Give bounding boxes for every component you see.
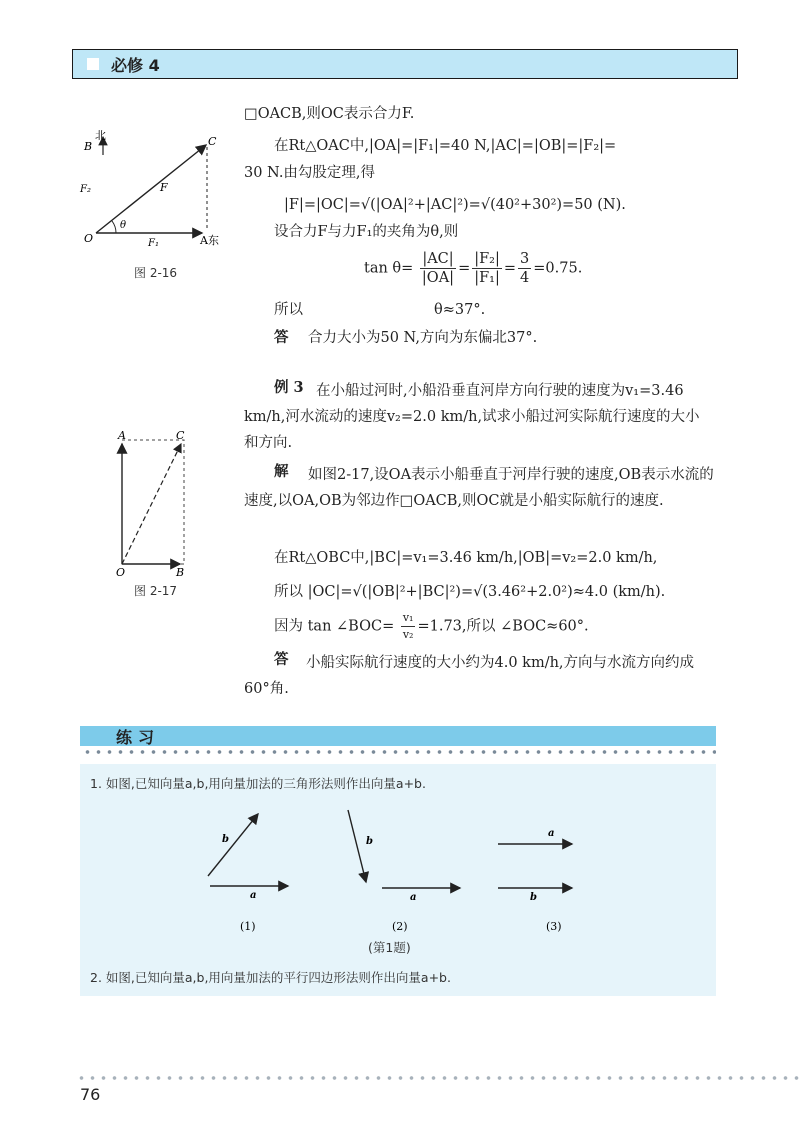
label-F: F xyxy=(160,181,168,194)
text-so-label: 所以 xyxy=(274,302,303,318)
exercise-title: 练习 xyxy=(116,728,161,747)
label-theta: θ xyxy=(120,220,127,231)
label-north: 北 xyxy=(95,129,106,142)
figure-2-17-caption: 图 2-17 xyxy=(134,584,178,598)
figure-2-16-caption: 图 2-16 xyxy=(134,266,178,280)
text-line-angle-theta: 设合力F与力F₁的夹角为θ,则 xyxy=(274,224,459,240)
sub-label-2: (2) xyxy=(392,920,408,933)
sub-label-3: (3) xyxy=(546,920,562,933)
example-3-label: 例 3 xyxy=(274,379,304,396)
exercise-question-2: 2. 如图,已知向量a,b,用向量加法的平行四边形法则作出向量a+b. xyxy=(90,970,451,985)
page-number: 76 xyxy=(80,1085,101,1104)
fig1-vector-b xyxy=(208,814,258,876)
figure-2-16 xyxy=(76,125,236,255)
tan-theta-label: tan θ= xyxy=(364,260,414,277)
label-C: C xyxy=(208,135,217,148)
tan-theta-value: =0.75. xyxy=(533,260,583,277)
fig3-label-b: b xyxy=(530,892,537,903)
answer-text-1: 合力大小为50 N,方向为东偏北37°. xyxy=(308,330,538,346)
label-B: B xyxy=(84,140,93,153)
header-square-icon xyxy=(87,58,99,70)
label-F1: F₁ xyxy=(148,238,159,249)
example-3-text: 在小船过河时,小船沿垂直河岸方向行驶的速度为v₁=3.46 km/h,河水流动的速度v₂=2.0 km/h,试求小船过河实际航行速度的大小和方向. xyxy=(244,383,700,451)
exercise-divider-dots xyxy=(82,749,716,755)
angle-arc xyxy=(112,221,116,233)
header-title: 必修 4 xyxy=(111,56,160,75)
frac-f2-f1: $\frac{\text{|F₂|}}{\text{|F₁|}}$ xyxy=(474,251,500,286)
label-O: O xyxy=(84,232,94,245)
sub-label-1: (1) xyxy=(240,920,256,933)
label-A-east: A东 xyxy=(200,234,219,247)
frac-v1-v2: $\frac{\text{v₁}}{\text{v₂}}$ xyxy=(402,611,414,641)
fig2-label-b: b xyxy=(366,836,373,847)
label-C2: C xyxy=(176,429,185,442)
text-theta-approx: θ≈37°. xyxy=(434,302,486,318)
answer-label-1: 答 xyxy=(274,329,289,346)
equation-tan-theta: tan θ= $\frac{|AC|}{|OA|}$ = $\frac{\text{|F₂|}}{\text{|F₁|}}$ = $\frac{3}{4}$ =0.75. xyxy=(364,251,583,286)
exercise-figure xyxy=(200,800,600,935)
fig1-label-a: a xyxy=(250,890,257,901)
solution-text: 如图2-17,设OA表示小船垂直于河岸行驶的速度,OB表示水流的速度,以OA,OB为邻边作□OACB,则OC就是小船实际航行的速度. xyxy=(244,467,714,509)
vector-F xyxy=(96,145,206,233)
chapter-header xyxy=(72,49,738,79)
exercise-header xyxy=(80,726,716,746)
frac-3-4: $\frac{3}{4}$ xyxy=(520,251,530,286)
equation-magnitude: |F|=|OC|=√(|OA|²+|AC|²)=√(40²+30²)=50 (N). xyxy=(284,197,626,213)
text-line-30n: 30 N.由勾股定理,得 xyxy=(244,165,376,181)
text-line-rt-obc: 在Rt△OBC中,|BC|=v₁=3.46 km/h,|OB|=v₂=2.0 km/h, xyxy=(274,550,658,566)
label-O2: O xyxy=(116,566,126,578)
fig2-vector-b xyxy=(348,810,366,882)
frac-ac-oa: $\frac{|AC|}{|OA|}$ xyxy=(421,251,455,286)
figure-2-17 xyxy=(112,428,194,578)
answer-label-2: 答 xyxy=(274,651,289,668)
fig3-label-a: a xyxy=(548,828,555,839)
fig2-label-a: a xyxy=(410,892,417,903)
footer-divider-dots xyxy=(76,1075,800,1081)
answer-text-2: 小船实际航行速度的大小约为4.0 km/h,方向与水流方向约成60°角. xyxy=(244,655,695,697)
label-F2: F₂ xyxy=(80,184,91,195)
label-B2: B xyxy=(176,566,185,578)
text-line-parallelogram: □OACB,则OC表示合力F. xyxy=(244,106,415,122)
equation-oc-magnitude: 所以 |OC|=√(|OB|²+|BC|²)=√(3.46²+2.0²)≈4.0 (km/h). xyxy=(274,584,666,600)
fig1-label-b: b xyxy=(222,834,229,845)
exercise-question-1: 1. 如图,已知向量a,b,用向量加法的三角形法则作出向量a+b. xyxy=(90,776,426,791)
text-line-rt-oac: 在Rt△OAC中,|OA|=|F₁|=40 N,|AC|=|OB|=|F₂|= xyxy=(274,138,617,154)
solution-label: 解 xyxy=(274,463,289,480)
vector-OC xyxy=(122,444,181,564)
exercise-figure-caption: (第1题) xyxy=(368,940,411,955)
label-A2: A xyxy=(118,429,126,442)
equation-tan-boc: 因为 tan ∠BOC= $\frac{\text{v₁}}{\text{v₂}}$ =1.73,所以 ∠BOC≈60°. xyxy=(274,611,589,641)
